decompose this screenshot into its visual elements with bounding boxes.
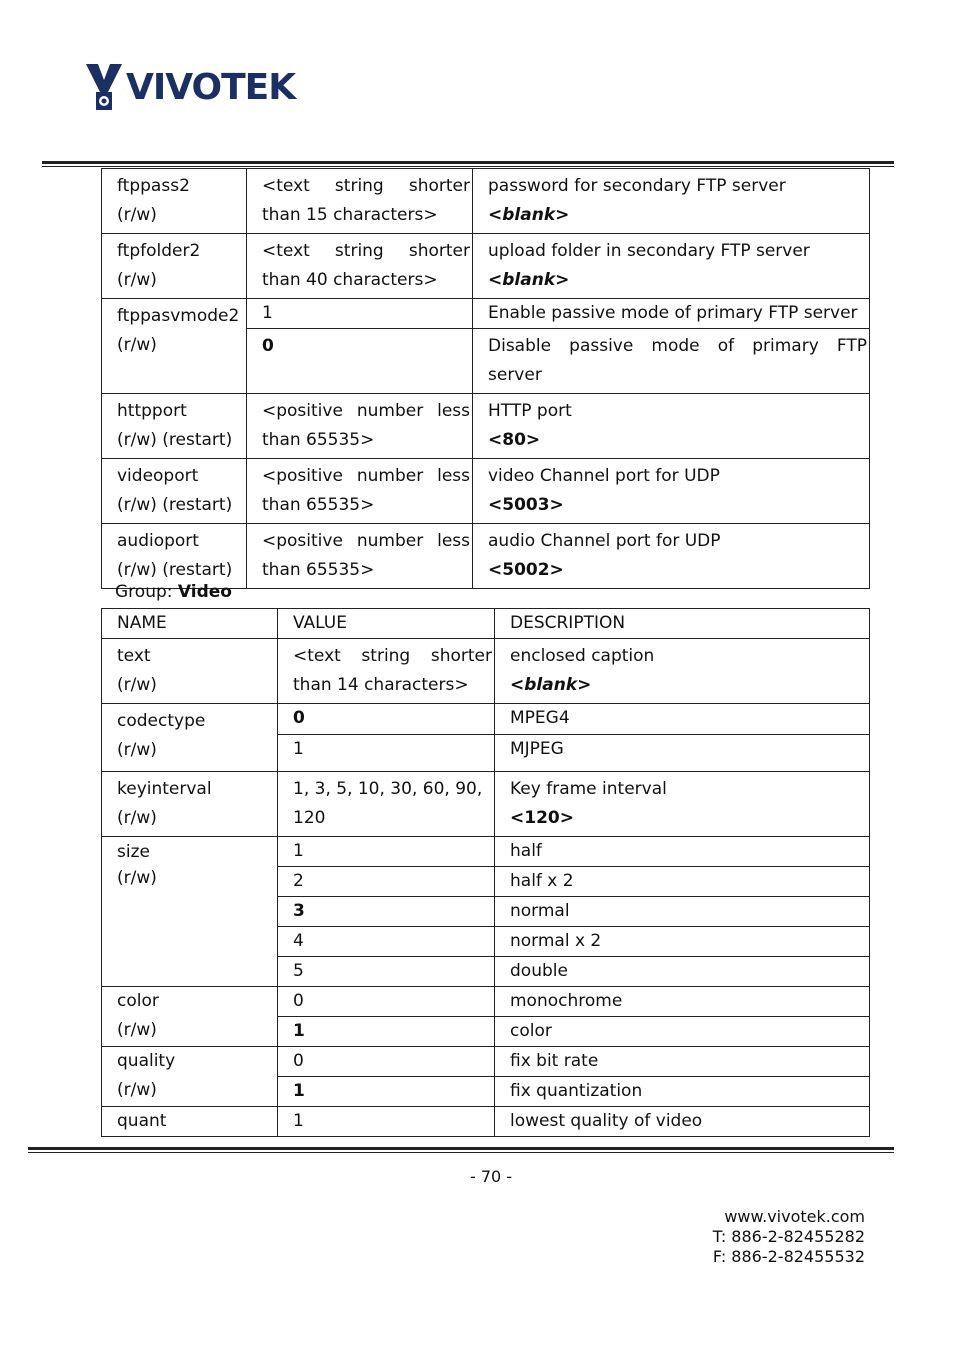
- param-desc: audio Channel port for UDP: [488, 531, 721, 551]
- column-header: NAME: [117, 613, 167, 633]
- param-desc: video Channel port for UDP: [488, 466, 720, 486]
- param-default: <120>: [510, 808, 574, 828]
- param-desc: upload folder in secondary FTP server: [488, 241, 810, 261]
- param-name: audioport: [117, 531, 199, 551]
- param-value: <text string shorter: [262, 176, 470, 196]
- param-desc: MJPEG: [510, 738, 564, 759]
- group-label: Group:: [115, 582, 178, 602]
- param-value: 1, 3, 5, 10, 30, 60, 90,: [293, 779, 483, 799]
- param-value: <text string shorter: [262, 241, 470, 261]
- column-header: DESCRIPTION: [510, 613, 626, 633]
- param-value: 5: [293, 961, 304, 981]
- param-value: 0: [293, 708, 305, 728]
- param-value: than 65535>: [262, 560, 375, 580]
- param-name: color: [117, 991, 159, 1011]
- param-value: 120: [293, 808, 326, 828]
- table-row: [102, 459, 870, 524]
- param-name: quant: [117, 1111, 167, 1131]
- table-row: [102, 639, 870, 704]
- param-desc: password for secondary FTP server: [488, 176, 786, 196]
- page-number: - 70 -: [469, 1167, 513, 1186]
- param-desc: HTTP port: [488, 401, 572, 421]
- param-value: than 40 characters>: [262, 270, 438, 290]
- param-value: than 65535>: [262, 430, 375, 450]
- param-mode: (r/w): [117, 675, 157, 695]
- param-desc: enclosed caption: [510, 646, 655, 666]
- param-value: 1: [262, 303, 273, 323]
- table-header-row: [102, 609, 870, 639]
- table-row: [102, 1047, 870, 1077]
- param-mode: (r/w) (restart): [117, 495, 233, 515]
- param-value: 4: [293, 931, 304, 951]
- param-value: 1: [293, 1111, 304, 1131]
- param-name: size: [117, 842, 150, 862]
- param-value: 3: [293, 901, 305, 921]
- param-desc: server: [488, 365, 542, 385]
- param-name: codectype: [117, 711, 206, 731]
- param-mode: (r/w) (restart): [117, 430, 233, 450]
- phone-number: T: 886-2-82455282: [712, 1227, 865, 1246]
- param-value: 0: [262, 336, 274, 356]
- param-mode: (r/w): [117, 1020, 157, 1040]
- param-name: ftppass2: [117, 176, 190, 196]
- param-default: <5002>: [488, 560, 564, 580]
- param-value: <positive number less: [262, 531, 470, 551]
- param-value: 1: [293, 1081, 305, 1101]
- table-row: [102, 234, 870, 299]
- brand-name: VIVOTEK: [126, 67, 296, 108]
- param-value: <positive number less: [262, 401, 470, 421]
- video-params-table: [101, 608, 870, 1137]
- param-mode: (r/w): [117, 1080, 157, 1100]
- param-name: text: [117, 646, 151, 666]
- param-name: httpport: [117, 401, 187, 421]
- param-desc: normal x 2: [510, 931, 602, 951]
- vivotek-logo: [84, 62, 294, 114]
- param-value: 2: [293, 871, 304, 891]
- param-desc: Enable passive mode of primary FTP server: [488, 303, 858, 323]
- column-header: VALUE: [293, 613, 347, 633]
- fax-number: F: 886-2-82455532: [712, 1247, 865, 1266]
- param-default: <5003>: [488, 495, 564, 515]
- param-desc: double: [510, 961, 568, 981]
- footer-rule: [28, 1147, 894, 1153]
- param-desc: monochrome: [510, 991, 623, 1011]
- param-value: 1: [293, 841, 304, 861]
- param-value: than 15 characters>: [262, 205, 438, 225]
- table-row: [102, 1107, 870, 1137]
- param-value: than 14 characters>: [293, 675, 469, 695]
- param-value: 1: [293, 738, 304, 759]
- param-default: <blank>: [510, 675, 592, 695]
- param-default: <80>: [488, 430, 541, 450]
- param-value: than 65535>: [262, 495, 375, 515]
- param-desc: color: [510, 1021, 552, 1041]
- network-params-table: [101, 168, 870, 589]
- table-row: [102, 299, 870, 329]
- camera-logo-icon: [84, 62, 124, 114]
- group-name: Video: [177, 582, 232, 602]
- param-desc: lowest quality of video: [510, 1111, 703, 1131]
- table-row: [102, 772, 870, 837]
- table-row: [102, 704, 870, 735]
- table-row: [102, 394, 870, 459]
- header-rule: [42, 161, 894, 167]
- param-value: 0: [293, 991, 304, 1011]
- param-mode: (r/w): [117, 335, 157, 355]
- param-name: quality: [117, 1051, 176, 1071]
- param-mode: (r/w): [117, 808, 157, 828]
- param-value: <text string shorter: [293, 646, 492, 666]
- param-desc: Disable passive mode of primary FTP: [488, 336, 867, 356]
- param-value: 1: [293, 1021, 305, 1041]
- param-value: 0: [293, 1051, 304, 1071]
- param-name: ftppasvmode2: [117, 306, 240, 326]
- contact-info: [713, 1207, 865, 1267]
- group-heading: [115, 582, 232, 602]
- param-name: ftpfolder2: [117, 241, 201, 261]
- param-mode: (r/w) (restart): [117, 560, 233, 580]
- param-mode: (r/w): [117, 270, 157, 290]
- param-desc: MPEG4: [510, 708, 570, 728]
- param-default: <blank>: [488, 205, 570, 225]
- param-desc: half: [510, 841, 542, 861]
- param-mode: (r/w): [117, 205, 157, 225]
- table-row: [102, 987, 870, 1017]
- table-row: [102, 837, 870, 867]
- website-link[interactable]: www.vivotek.com: [724, 1207, 865, 1226]
- param-desc: normal: [510, 901, 570, 921]
- param-desc: half x 2: [510, 871, 574, 891]
- param-desc: fix quantization: [510, 1081, 643, 1101]
- param-mode: (r/w): [117, 740, 157, 760]
- table-row: [102, 169, 870, 234]
- param-value: <positive number less: [262, 466, 470, 486]
- param-desc: Key frame interval: [510, 779, 667, 799]
- param-name: keyinterval: [117, 779, 212, 799]
- param-name: videoport: [117, 466, 199, 486]
- table-row: [102, 524, 870, 589]
- param-default: <blank>: [488, 270, 570, 290]
- param-mode: (r/w): [117, 868, 157, 888]
- param-desc: fix bit rate: [510, 1051, 599, 1071]
